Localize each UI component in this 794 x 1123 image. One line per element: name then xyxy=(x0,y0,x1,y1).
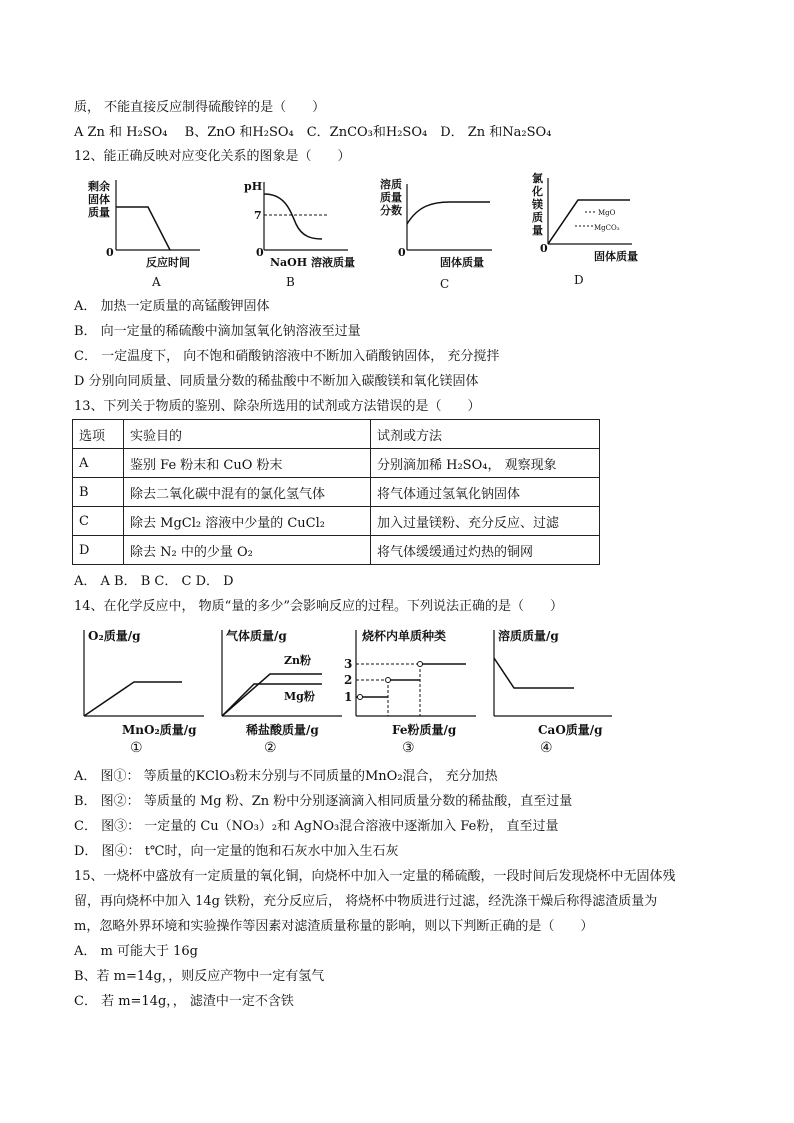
q12a-curve xyxy=(116,207,170,250)
q14-option-b: B． 图②： 等质量的 Mg 粉、Zn 粉中分别逐滴滴入相同质量分数的稀盐酸，直至过量 xyxy=(74,794,573,809)
q14g4-ylabel: 溶质质量/g xyxy=(498,629,559,643)
q12-option-a: A． 加热一定质量的高锰酸钾固体 xyxy=(74,299,270,314)
question-13-stem: 13、下列关于物质的鉴别、除杂所选用的试剂或方法错误的是（ ） xyxy=(74,399,481,414)
header-method: 试剂或方法 xyxy=(371,420,600,449)
q14-graph-3 xyxy=(344,628,476,756)
table-row xyxy=(73,449,600,478)
q14g1-ylabel: O₂质量/g xyxy=(88,629,141,643)
cell-option: A xyxy=(73,449,124,478)
q12c-curve xyxy=(407,202,490,224)
q14g2-num: ② xyxy=(264,740,277,756)
cell-purpose: 除去 N₂ 中的少量 O₂ xyxy=(124,536,371,565)
q12-option-c: C． 一定温度下， 向不饱和硝酸钠溶液中不断加入硝酸钠固体， 充分搅拌 xyxy=(74,349,500,364)
q12d-series-mgo: MgO xyxy=(598,209,616,217)
q12b-curve xyxy=(264,194,322,239)
q14g2-series-zn: Zn粉 xyxy=(284,654,312,667)
q12-option-b: B． 向一定量的稀硫酸中滴加氢氧化钠溶液至过量 xyxy=(74,324,361,339)
header-purpose: 实验目的 xyxy=(124,420,371,449)
q12c-caption: C xyxy=(440,277,450,291)
q15-option-b: B、若 m=14g，，则反应产物中一定有氢气 xyxy=(74,969,325,984)
header-option: 选项 xyxy=(73,420,124,449)
q14g1-num: ① xyxy=(130,740,143,756)
table-header-row xyxy=(73,420,600,449)
table-row xyxy=(73,478,600,507)
cell-purpose: 除去 MgCl₂ 溶液中少量的 CuCl₂ xyxy=(124,507,371,536)
cell-option: C xyxy=(73,507,124,536)
q12d-xlabel: 固体质量 xyxy=(594,250,638,263)
q14g3-num: ③ xyxy=(402,740,415,756)
q12d-origin: 0 xyxy=(540,242,548,255)
q12b-tick7: 7 xyxy=(254,209,262,222)
question-15-line2: 留，再向烧杯中加入 14g 铁粉，充分反应后， 将烧杯中物质进行过滤，经洗涤干燥后称得滤渣质量为 xyxy=(74,894,658,909)
q12c-ylabel-3: 分数 xyxy=(380,204,402,217)
question-12-stem: 12、能正确反映对应变化关系的图象是（ ） xyxy=(74,149,351,164)
cell-option: B xyxy=(73,478,124,507)
q14g4-curve xyxy=(494,658,574,688)
cell-purpose: 除去二氧化碳中混有的氯化氢气体 xyxy=(124,478,371,507)
q12a-ylabel-2: 固体 xyxy=(88,193,110,206)
q12d-caption: D xyxy=(574,273,584,287)
q14g1-xlabel: MnO₂质量/g xyxy=(122,723,197,737)
q14-option-d: D． 图④： t℃时，向一定量的饱和石灰水中加入生石灰 xyxy=(74,844,399,859)
q12d-ylabel-2: 化 xyxy=(532,185,543,198)
q15-option-a: A． m 可能大于 16g xyxy=(74,944,198,959)
cell-method: 分别滴加稀 H₂SO₄， 观察现象 xyxy=(371,449,600,478)
q12a-caption: A xyxy=(152,275,161,289)
q12-graph-a xyxy=(88,179,200,289)
q12b-caption: B xyxy=(286,275,295,289)
q14g2-ylabel: 气体质量/g xyxy=(226,629,287,643)
q12c-ylabel-2: 质量 xyxy=(380,191,402,204)
q13-table xyxy=(72,419,600,565)
q14-graphs xyxy=(0,622,794,767)
q14-option-a: A． 图①： 等质量的KClO₃粉末分别与不同质量的MnO₂混合， 充分加热 xyxy=(74,769,498,784)
table-row xyxy=(73,507,600,536)
question-15-line3: m，忽略外界环境和实验操作等因素对滤渣质量称量的影响，则以下判断正确的是（ ） xyxy=(74,919,594,934)
q12d-series-mgco3: MgCO₃ xyxy=(594,224,620,232)
cell-option: D xyxy=(73,536,124,565)
q14g1-curve xyxy=(84,682,182,716)
q14-graph-1 xyxy=(84,628,204,756)
question-15-line1: 15、一烧杯中盛放有一定质量的氧化铜，向烧杯中加入一定量的稀硫酸，一段时间后发现烧杯中无固体残 xyxy=(74,869,676,884)
q14g4-num: ④ xyxy=(540,740,553,756)
q14g3-tick1: 1 xyxy=(344,690,353,704)
q13-answers: A． A B． B C． C D． D xyxy=(74,574,234,589)
q12d-ylabel-4: 质 xyxy=(532,211,543,224)
q12b-xlabel: NaOH 溶液质量 xyxy=(270,256,355,269)
q14g3-tick2: 2 xyxy=(344,673,353,687)
q14-graph-2 xyxy=(222,628,342,756)
q12c-origin: 0 xyxy=(398,246,406,259)
cell-method: 加入过量镁粉、充分反应、过滤 xyxy=(371,507,600,536)
q12d-ylabel-5: 量 xyxy=(532,224,543,237)
q12-option-d: D 分别向同质量、同质量分数的稀盐酸中不断加入碳酸镁和氧化镁固体 xyxy=(74,374,479,389)
q14g4-xlabel: CaO质量/g xyxy=(538,723,603,737)
q15-option-c: C． 若 m=14g，， 滤渣中一定不含铁 xyxy=(74,994,294,1009)
q14g3-xlabel: Fe粉质量/g xyxy=(392,723,457,737)
cell-purpose: 鉴别 Fe 粉末和 CuO 粉末 xyxy=(124,449,371,478)
cell-method: 将气体通过氢氧化钠固体 xyxy=(371,478,600,507)
q12d-curve-mgo xyxy=(548,200,630,244)
q14g3-ylabel: 烧杯内单质种类 xyxy=(362,629,447,643)
cell-method: 将气体缓缓通过灼热的铜网 xyxy=(371,536,600,565)
q14-graph-4 xyxy=(494,628,612,756)
q12b-ylabel: pH xyxy=(244,180,263,193)
q12d-curve-mgco3 xyxy=(548,200,578,244)
q12c-xlabel: 固体质量 xyxy=(440,256,484,269)
q12c-ylabel-1: 溶质 xyxy=(380,178,402,191)
question-11-options: A Zn 和 H₂SO₄ B、ZnO 和H₂SO₄ C．ZnCO₃和H₂SO₄ D． Zn 和Na₂SO₄ xyxy=(74,125,552,140)
question-11-stem: 质， 不能直接反应制得硫酸锌的是（ ） xyxy=(74,100,326,115)
q12a-origin: 0 xyxy=(106,246,114,259)
q14g3-tick3: 3 xyxy=(344,657,353,671)
q14-option-c: C． 图③： 一定量的 Cu（NO₃）₂和 AgNO₃混合溶液中逐渐加入 Fe粉， 直至过量 xyxy=(74,819,559,834)
q12-graphs xyxy=(0,172,794,302)
q12a-xlabel: 反应时间 xyxy=(146,256,190,269)
question-14-stem: 14、在化学反应中， 物质“量的多少”会影响反应的过程。下列说法正确的是（ ） xyxy=(74,599,563,614)
q12d-ylabel-1: 氯 xyxy=(532,172,543,185)
q12d-ylabel-3: 镁 xyxy=(532,198,543,211)
q12-graph-d xyxy=(531,172,638,287)
q12b-origin: 0 xyxy=(256,246,264,259)
table-row xyxy=(73,536,600,565)
q12a-ylabel-3: 质量 xyxy=(88,206,110,219)
q12-graph-b xyxy=(244,180,355,289)
q12a-ylabel-1: 剩余 xyxy=(88,180,110,193)
q14g2-xlabel: 稀盐酸质量/g xyxy=(246,723,319,737)
q14g2-series-mg: Mg粉 xyxy=(284,690,315,703)
q12-graph-c xyxy=(380,177,492,291)
